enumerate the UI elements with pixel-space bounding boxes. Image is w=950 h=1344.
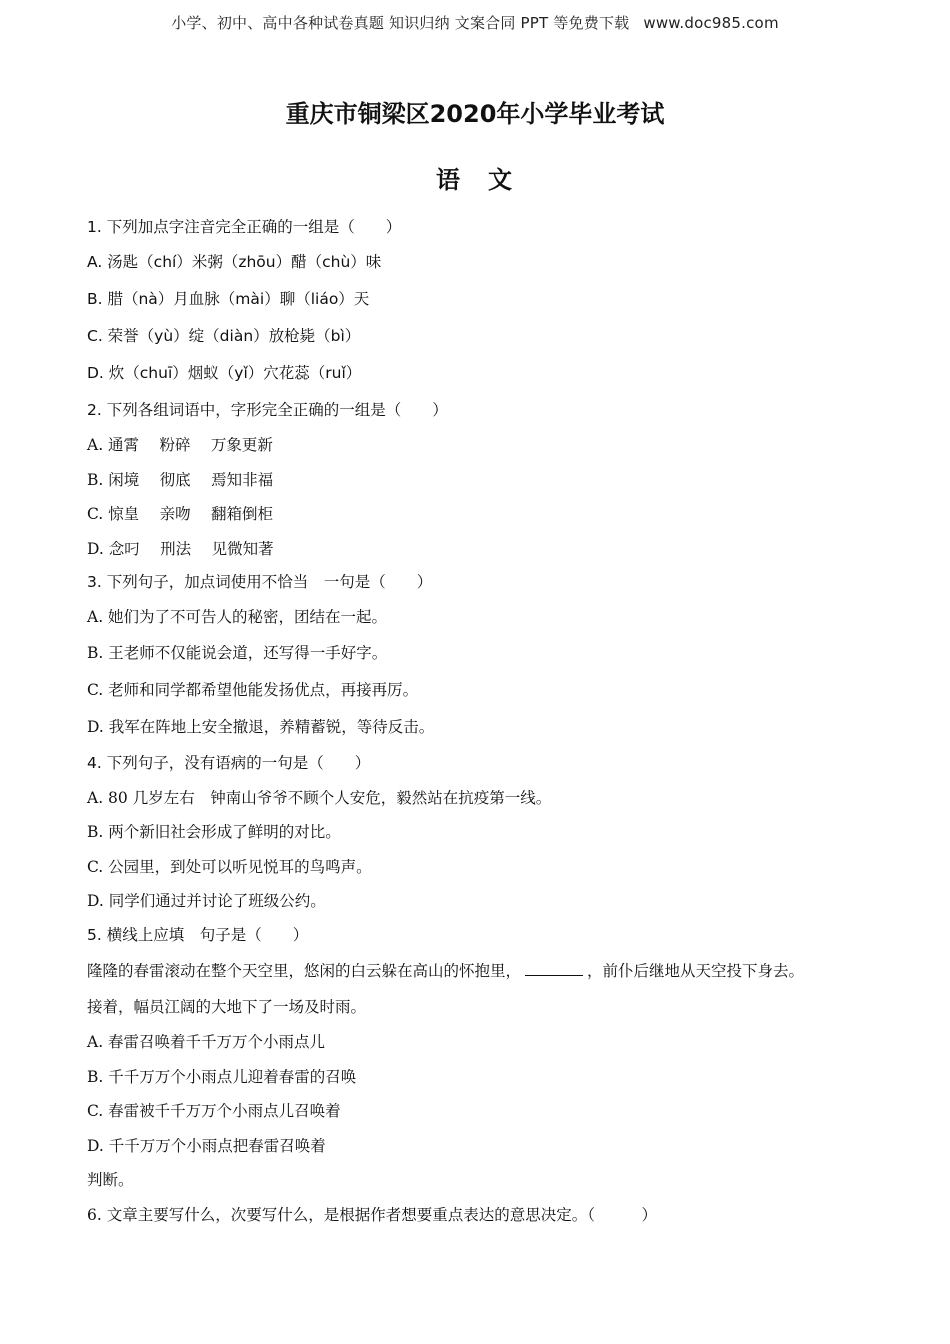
question-1: 1. 下列加点字注音完全正确的一组是（ ） [87, 218, 402, 236]
q5-option-c: C. 春雷被千千万万个小雨点儿召唤着 [87, 1102, 341, 1120]
question-3: 3. 下列句子，加点词使用不恰当 一句是（ ） [87, 573, 433, 591]
q4-option-c: C. 公园里，到处可以听见悦耳的鸟鸣声。 [87, 858, 372, 876]
question-4: 4. 下列句子，没有语病的一句是（ ） [87, 754, 371, 772]
q1-option-b: B. 腊（nà）月血脉（mài）聊（liáo）天 [87, 290, 370, 308]
q2-option-c: C. 惊皇 亲吻 翻箱倒柜 [87, 505, 274, 523]
q5-passage-line-2: 接着，幅员江阔的大地下了一场及时雨。 [87, 998, 367, 1016]
q3-option-c: C. 老师和同学都希望他能发扬优点，再接再厉。 [87, 681, 419, 699]
q5-passage-line-1 [87, 961, 804, 981]
section-judgment: 判断。 [87, 1171, 134, 1189]
q5-passage-part-2: ，前仆后继地从天空投下身去。 [587, 962, 805, 980]
exam-subject: 语 文 [436, 166, 514, 194]
q1-option-a: A. 汤匙（chí）米粥（zhōu）醋（chù）味 [87, 253, 382, 271]
q4-option-d: D. 同学们通过并讨论了班级公约。 [87, 892, 326, 910]
q1-option-c: C. 荣誉（yù）绽（diàn）放枪毙（bì） [87, 327, 361, 345]
question-2: 2. 下列各组词语中，字形完全正确的一组是（ ） [87, 401, 448, 419]
q2-option-b: B. 闲境 彻底 焉知非福 [87, 471, 274, 489]
answer-blank [525, 961, 583, 976]
exam-title: 重庆市铜梁区2020年小学毕业考试 [285, 100, 665, 128]
header-url[interactable]: www.doc985.com [643, 14, 779, 32]
q3-option-d: D. 我军在阵地上安全撤退，养精蓄锐，等待反击。 [87, 718, 435, 736]
q3-option-a: A. 她们为了不可告人的秘密，团结在一起。 [87, 608, 388, 626]
q5-option-d: D. 千千万万个小雨点把春雷召唤着 [87, 1137, 326, 1155]
question-6: 6. 文章主要写什么，次要写什么，是根据作者想要重点表达的意思决定。（ ） [87, 1206, 657, 1224]
header-text: 小学、初中、高中各种试卷真题 知识归纳 文案合同 PPT 等免费下载 [171, 14, 630, 32]
q5-option-b: B. 千千万万个小雨点儿迎着春雷的召唤 [87, 1068, 357, 1086]
q5-option-a: A. 春雷召唤着千千万万个小雨点儿 [87, 1033, 326, 1051]
q3-option-b: B. 王老师不仅能说会道，还写得一手好字。 [87, 644, 388, 662]
page-header [0, 12, 950, 33]
question-5: 5. 横线上应填 句子是（ ） [87, 926, 309, 944]
q2-option-d: D. 念叼 刑法 见微知著 [87, 540, 274, 558]
q2-option-a: A. 通霄 粉碎 万象更新 [87, 436, 273, 454]
q4-option-b: B. 两个新旧社会形成了鲜明的对比。 [87, 823, 341, 841]
q1-option-d: D. 炊（chuī）烟蚁（yǐ）穴花蕊（ruǐ） [87, 364, 362, 382]
q5-passage-part-1: 隆隆的春雷滚动在整个天空里，悠闲的白云躲在高山的怀抱里， [87, 962, 522, 980]
q4-option-a: A. 80 几岁左右 钟南山爷爷不顾个人安危，毅然站在抗疫第一线。 [87, 789, 552, 807]
